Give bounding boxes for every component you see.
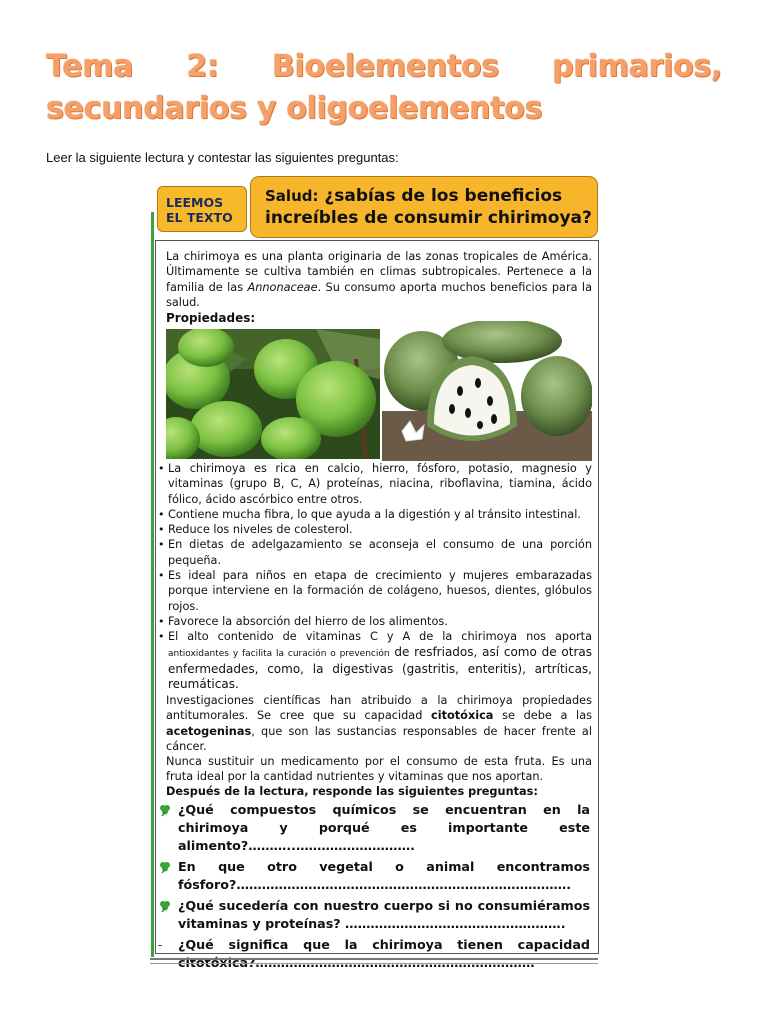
- question-item: [156, 858, 590, 894]
- benefits-list: [158, 461, 592, 692]
- question-text: ¿Qué sucedería con nuestro cuerpo si no consumiéramos vitaminas y proteínas? …………………………………………….: [178, 898, 590, 931]
- banner-line-2: increíbles de consumir chirimoya?: [265, 208, 592, 228]
- title-word: 2:: [186, 49, 219, 84]
- properties-heading: Propiedades:: [166, 311, 256, 325]
- chirimoya-cut-image: [382, 321, 592, 461]
- instructions: Leer la siguiente lectura y contestar las siguientes preguntas:: [46, 150, 399, 165]
- list-item: • Favorece la absorción del hierro de los alimentos.: [158, 614, 592, 629]
- chirimoya-tree-image: [166, 329, 380, 459]
- list-item: • La chirimoya es rica en calcio, hierro, fósforo, potasio, magnesio y vitaminas (grupo B, C, A) proteínas, niacina, riboflavina, tiamina, ácido fólico, ácido ascórbico entre otros.: [158, 461, 592, 507]
- research-text: , que son las sustancias responsables de hacer frente al cáncer.: [166, 724, 592, 753]
- article-intro: [166, 249, 592, 310]
- question-item: [156, 936, 590, 972]
- list-item: [158, 629, 592, 692]
- intro-text: La chirimoya es una planta originaria de las zonas tropicales de América. Últimamente se cultiva también en climas subtropicales. Pertenece a la familia de las: [166, 250, 592, 294]
- banner-line-1: ¿sabías de los beneficios: [324, 186, 563, 206]
- bullet-text-end: de resfriados, así como de otras enfermedades, como, la digestivas (gastritis, enteritis), artríticas, reumáticas.: [168, 644, 592, 692]
- warning-paragraph: Nunca sustituir un medicamento por el consumo de esta fruta. Es una fruta ideal por la cantidad nutrientes y vitaminas que nos aportan.: [166, 755, 592, 784]
- research-bold-term: acetogeninas: [166, 724, 252, 738]
- clover-icon: [158, 803, 172, 817]
- list-item: • Reduce los niveles de colesterol.: [158, 522, 592, 537]
- footer-rule: [150, 958, 598, 960]
- title-line-2: secundarios y oligoelementos: [46, 91, 543, 126]
- research-text: Investigaciones científicas han atribuido a la chirimoya propiedades antitumorales. Se cree que su capacidad: [166, 694, 592, 723]
- questions-list: [156, 801, 590, 975]
- research-paragraph: [166, 693, 592, 754]
- question-text: En que otro vegetal o animal encontramos fósforo?…………………………………………………………………….: [178, 859, 590, 892]
- question-item: [156, 801, 590, 855]
- list-item: • En dietas de adelgazamiento se aconseja el consumo de una porción pequeña.: [158, 537, 592, 568]
- intro-text-end: . Su consumo aporta muchos beneficios para la salud.: [166, 280, 592, 309]
- green-rule: [151, 212, 154, 957]
- research-text: se debe a las: [493, 709, 593, 723]
- page-title: [46, 46, 722, 130]
- list-item: • Contiene mucha fibra, lo que ayuda a la digestión y al tránsito intestinal.: [158, 507, 592, 522]
- list-item: • Es ideal para niños en etapa de crecimiento y mujeres embarazadas porque interviene en la formación de colágeno, huesos, dientes, glóbulos rojos.: [158, 568, 592, 614]
- bullet-text: El alto contenido de vitaminas C y A de la chirimoya nos aporta: [168, 630, 592, 644]
- question-text: ¿Qué significa que la chirimoya tienen capacidad citotóxica?…………………………………………………………: [178, 937, 590, 970]
- intro-family-name: Annonaceae: [247, 280, 318, 294]
- article-box: [155, 240, 599, 970]
- questions-heading: Después de la lectura, responde las siguientes preguntas:: [166, 785, 538, 798]
- clover-icon: [158, 899, 172, 913]
- bullet-small-text: antioxidantes y facilita la curación o prevención: [168, 648, 390, 659]
- question-item: [156, 897, 590, 933]
- dash-marker: -: [158, 938, 163, 952]
- clover-icon: [158, 860, 172, 874]
- title-word: primarios,: [552, 49, 722, 84]
- question-text: ¿Qué compuestos químicos se encuentran en la chirimoya y porqué es importante este alimento?………..……………………….: [178, 802, 590, 853]
- research-bold-term: citotóxica: [431, 709, 494, 723]
- banner-prefix: Salud:: [265, 187, 319, 205]
- article-banner: [250, 176, 598, 238]
- title-word: Tema: [46, 49, 134, 84]
- title-word: Bioelementos: [271, 49, 499, 84]
- leemos-badge: [157, 186, 247, 232]
- leemos-line-2: EL TEXTO: [166, 210, 233, 225]
- leemos-line-1: LEEMOS: [166, 195, 224, 210]
